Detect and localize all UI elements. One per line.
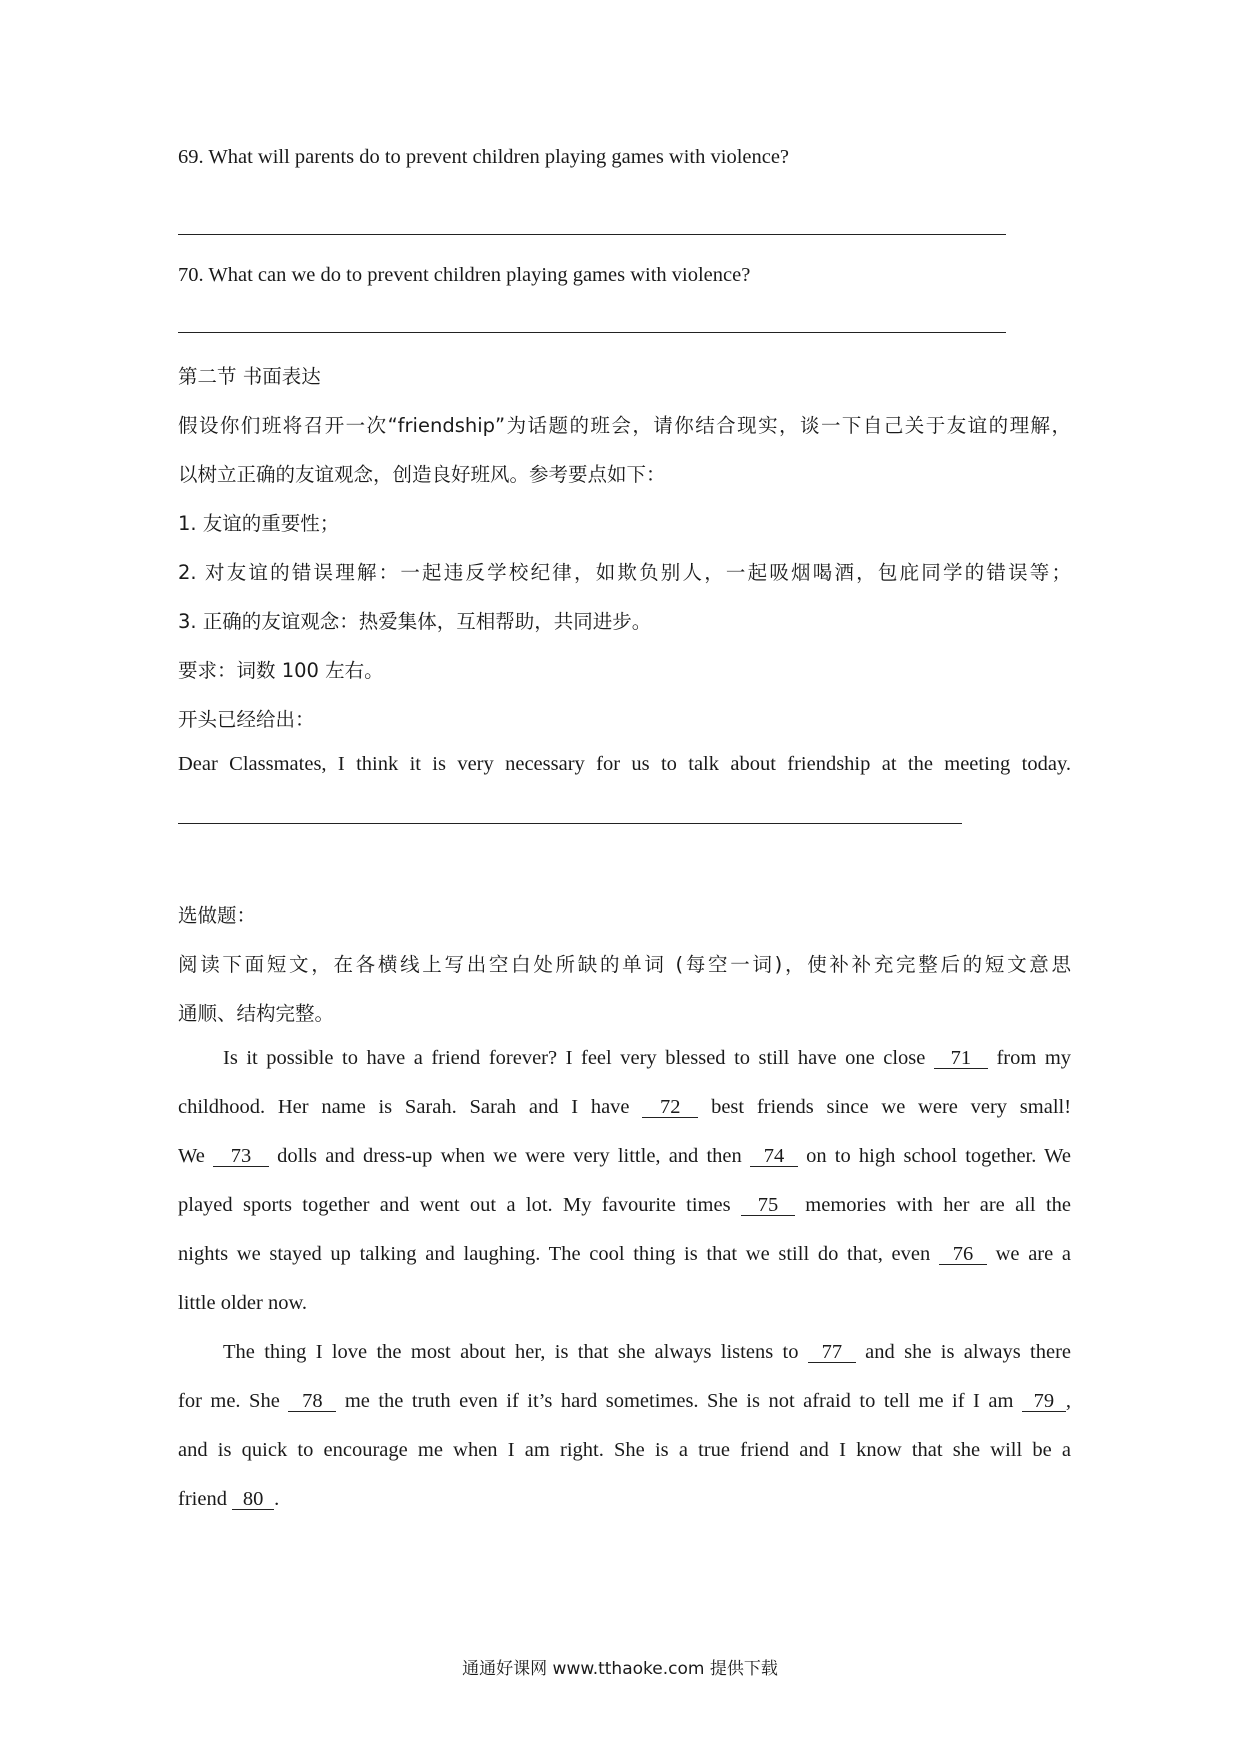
- opening-text: Dear Classmates, I think it is very necessary for us to talk about friendship at the meeting today.: [178, 753, 1071, 775]
- question-70: 70. What can we do to prevent children playing games with violence?: [178, 264, 751, 286]
- blank-79[interactable]: 79: [1022, 1391, 1066, 1412]
- writing-prompt-line-2: 以树立正确的友谊观念，创造良好班风。参考要点如下：: [178, 463, 666, 486]
- writing-heading: 第二节 书面表达: [178, 365, 321, 388]
- optional-instruction-line-1: 阅读下面短文，在各横线上写出空白处所缺的单词 (每空一词)，使补补充完整后的短文意思: [178, 953, 1071, 976]
- passage-text: childhood. Her name is Sarah. Sarah and I have: [178, 1096, 630, 1118]
- answer-line-70[interactable]: [178, 332, 1006, 333]
- passage-p1-line-6: little older now.: [178, 1292, 308, 1314]
- page-footer: 通通好课网 www.tthaoke.com 提供下载: [462, 1659, 778, 1679]
- passage-text: for me. She: [178, 1390, 280, 1412]
- passage-p2-line-1: [223, 1341, 1071, 1387]
- blank-77[interactable]: 77: [808, 1342, 856, 1363]
- writing-point-1: 1. 友谊的重要性；: [178, 512, 340, 535]
- blank-75[interactable]: 75: [741, 1195, 795, 1216]
- passage-text: The thing I love the most about her, is that she always listens to: [223, 1341, 799, 1363]
- passage-p2-line-3: and is quick to encourage me when I am right. She is a true friend and I know that she will be a: [178, 1439, 1071, 1461]
- question-69: 69. What will parents do to prevent children playing games with violence?: [178, 146, 790, 168]
- writing-point-2: 2. 对友谊的错误理解：一起违反学校纪律，如欺负别人，一起吸烟喝酒，包庇同学的错误等；: [178, 561, 1071, 584]
- passage-text: best friends since we were very small!: [711, 1096, 1072, 1118]
- passage-text: me the truth even if it’s hard sometimes. She is not afraid to tell me if I am: [344, 1390, 1014, 1412]
- passage-text: we are a: [995, 1243, 1072, 1265]
- passage-p1-line-5: [178, 1243, 1071, 1289]
- blank-76[interactable]: 76: [939, 1244, 987, 1265]
- passage-text: Is it possible to have a friend forever? I feel very blessed to still have one close: [223, 1047, 926, 1069]
- blank-73[interactable]: 73: [213, 1146, 269, 1167]
- optional-instruction-line-2: 通顺、结构完整。: [178, 1002, 335, 1025]
- passage-p1-line-4: [178, 1194, 1071, 1240]
- blank-74[interactable]: 74: [750, 1146, 798, 1167]
- blank-80[interactable]: 80: [232, 1489, 274, 1510]
- passage-text: .: [274, 1488, 280, 1510]
- passage-text: and she is always there: [865, 1341, 1072, 1363]
- blank-78[interactable]: 78: [288, 1391, 336, 1412]
- opening-label: 开头已经给出：: [178, 708, 315, 731]
- blank-72[interactable]: 72: [642, 1097, 698, 1118]
- passage-text: from my: [996, 1047, 1072, 1069]
- passage-text: memories with her are all the: [805, 1194, 1072, 1216]
- optional-heading: 选做题：: [178, 904, 257, 927]
- passage-text: dolls and dress-up when we were very little, and then: [277, 1145, 742, 1167]
- passage-text: played sports together and went out a lot. My favourite times: [178, 1194, 731, 1216]
- passage-text: friend: [178, 1488, 227, 1510]
- writing-requirement: 要求：词数 100 左右。: [178, 659, 384, 682]
- writing-answer-line[interactable]: [178, 823, 962, 824]
- passage-p2-line-2: [178, 1390, 1071, 1436]
- answer-line-69[interactable]: [178, 234, 1006, 235]
- passage-text: ,: [1065, 1390, 1072, 1412]
- passage-p1-line-1: [223, 1047, 1071, 1093]
- writing-prompt-line-1: 假设你们班将召开一次“friendship”为话题的班会，请你结合现实，谈一下自己关于友谊的理解，: [178, 414, 1071, 437]
- passage-p2-line-4: [178, 1488, 279, 1511]
- passage-text: on to high school together. We: [806, 1145, 1071, 1167]
- passage-p1-line-2: [178, 1096, 1071, 1142]
- passage-text: We: [178, 1145, 205, 1167]
- writing-point-3: 3. 正确的友谊观念：热爱集体，互相帮助，共同进步。: [178, 610, 652, 633]
- passage-text: nights we stayed up talking and laughing. The cool thing is that we still do that, even: [178, 1243, 931, 1265]
- passage-p1-line-3: [178, 1145, 1071, 1191]
- blank-71[interactable]: 71: [934, 1048, 988, 1069]
